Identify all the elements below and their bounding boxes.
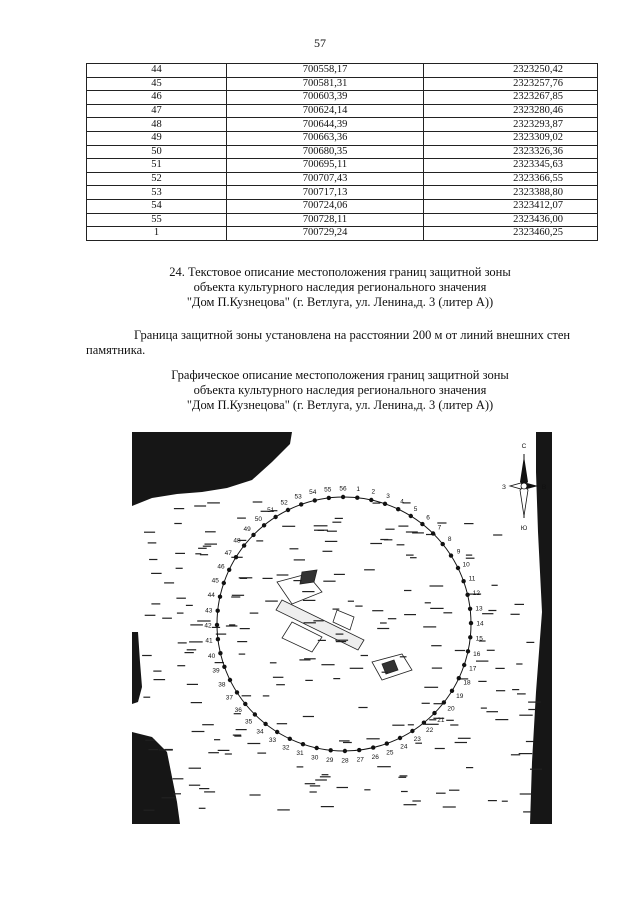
y-coordinate-cell: 2323293,87 xyxy=(424,118,598,132)
boundary-point-marker xyxy=(341,495,345,499)
point-number-cell: 47 xyxy=(87,104,227,118)
boundary-point-label: 35 xyxy=(244,718,253,726)
boundary-point-marker xyxy=(288,737,292,741)
boundary-point-label: 18 xyxy=(463,679,471,687)
boundary-point-marker xyxy=(286,508,290,512)
boundary-point-label: 25 xyxy=(386,749,394,757)
boundary-point-marker xyxy=(449,553,453,557)
boundary-point-label: 26 xyxy=(371,753,379,761)
boundary-point-marker xyxy=(251,533,255,537)
boundary-point-label: 19 xyxy=(456,693,464,700)
x-coordinate-cell: 700717,13 xyxy=(227,186,424,200)
table-row xyxy=(87,77,598,91)
boundary-point-label: 48 xyxy=(233,537,241,545)
y-coordinate-cell: 2323267,85 xyxy=(424,91,598,105)
protection-zone-paragraph xyxy=(86,328,600,358)
y-coordinate-cell: 2323257,76 xyxy=(424,77,598,91)
graphic-heading-line: "Дом П.Кузнецова" (г. Ветлуга, ул. Ленина,д. 3 (литер А)) xyxy=(186,398,494,412)
boundary-point-label: 3 xyxy=(386,492,390,500)
boundary-point-marker xyxy=(262,523,266,527)
boundary-point-label: 1 xyxy=(356,486,361,494)
boundary-point-label: 52 xyxy=(280,499,288,507)
boundary-point-marker xyxy=(327,496,331,500)
boundary-point-label: 5 xyxy=(413,505,418,513)
boundary-point-label: 10 xyxy=(462,561,470,569)
point-number-cell: 48 xyxy=(87,118,227,132)
boundary-point-label: 56 xyxy=(339,485,347,493)
compass-south-label: Ю xyxy=(520,525,528,532)
boundary-point-label: 36 xyxy=(234,707,242,715)
graphic-heading xyxy=(60,368,620,413)
boundary-point-label: 44 xyxy=(207,592,215,600)
x-coordinate-cell: 700624,14 xyxy=(227,104,424,118)
boundary-point-marker xyxy=(456,566,460,570)
boundary-point-marker xyxy=(235,690,239,694)
point-number-cell: 52 xyxy=(87,172,227,186)
boundary-point-marker xyxy=(222,581,226,585)
point-number-cell: 53 xyxy=(87,186,227,200)
boundary-point-label: 16 xyxy=(473,650,481,658)
boundary-point-marker xyxy=(432,711,436,715)
point-number-cell: 45 xyxy=(87,77,227,91)
boundary-point-label: 38 xyxy=(218,681,226,689)
x-coordinate-cell: 700695,11 xyxy=(227,159,424,173)
boundary-point-label: 49 xyxy=(243,526,251,534)
boundary-point-marker xyxy=(398,736,402,740)
boundary-point-marker xyxy=(420,522,424,526)
point-number-cell: 44 xyxy=(87,64,227,78)
table-row xyxy=(87,64,598,78)
y-coordinate-cell: 2323250,42 xyxy=(424,64,598,78)
table-row xyxy=(87,118,598,132)
boundary-point-marker xyxy=(263,722,267,726)
x-coordinate-cell: 700724,06 xyxy=(227,199,424,213)
boundary-point-label: 15 xyxy=(475,635,483,643)
boundary-point-label: 7 xyxy=(437,524,442,532)
building-footprint xyxy=(276,570,412,680)
boundary-point-marker xyxy=(215,623,219,627)
y-coordinate-cell: 2323366,55 xyxy=(424,172,598,186)
boundary-point-marker xyxy=(457,676,461,680)
boundary-point-marker xyxy=(222,665,226,669)
boundary-point-label: 22 xyxy=(425,727,434,735)
boundary-point-marker xyxy=(369,498,373,502)
point-number-cell: 55 xyxy=(87,213,227,227)
boundary-point-label: 6 xyxy=(426,514,430,522)
boundary-point-label: 27 xyxy=(356,756,364,764)
point-number-cell: 51 xyxy=(87,159,227,173)
paragraph-line: памятника. xyxy=(86,343,146,357)
boundary-point-marker xyxy=(273,515,277,519)
boundary-point-marker xyxy=(227,568,231,572)
boundary-point-label: 53 xyxy=(294,493,302,501)
boundary-point-marker xyxy=(329,748,333,752)
paragraph-line: Граница защитной зоны установлена на расстоянии 200 м от линий внешних стен xyxy=(134,328,571,342)
boundary-point-label: 43 xyxy=(205,607,213,615)
y-coordinate-cell: 2323436,00 xyxy=(424,213,598,227)
x-coordinate-cell: 700603,39 xyxy=(227,91,424,105)
boundary-point-marker xyxy=(383,502,387,506)
boundary-point-marker xyxy=(409,514,413,518)
y-coordinate-cell: 2323412,07 xyxy=(424,199,598,213)
boundary-point-label: 24 xyxy=(400,743,408,751)
table-row xyxy=(87,172,598,186)
boundary-point-marker xyxy=(410,729,414,733)
section-heading xyxy=(60,265,620,310)
boundary-point-marker xyxy=(218,651,222,655)
boundary-point-marker xyxy=(313,498,317,502)
point-number-cell: 1 xyxy=(87,227,227,241)
table-row xyxy=(87,104,598,118)
boundary-point-marker xyxy=(371,745,375,749)
boundary-point-marker xyxy=(357,748,361,752)
boundary-point-label: 55 xyxy=(324,486,332,494)
y-coordinate-cell: 2323326,36 xyxy=(424,145,598,159)
x-coordinate-cell: 700728,11 xyxy=(227,213,424,227)
y-coordinate-cell: 2323460,25 xyxy=(424,227,598,241)
y-coordinate-cell: 2323280,46 xyxy=(424,104,598,118)
boundary-point-label: 12 xyxy=(472,590,481,598)
table-row xyxy=(87,159,598,173)
table-row xyxy=(87,186,598,200)
boundary-point-label: 8 xyxy=(447,535,452,543)
boundary-point-label: 42 xyxy=(204,622,212,630)
graphic-heading-line: объекта культурного наследия регионального значения xyxy=(193,383,487,397)
boundary-point-label: 46 xyxy=(217,563,225,571)
boundary-point-marker xyxy=(468,635,472,639)
boundary-point-label: 14 xyxy=(476,620,484,628)
y-coordinate-cell: 2323345,63 xyxy=(424,159,598,173)
boundary-point-marker xyxy=(228,678,232,682)
boundary-point-label: 20 xyxy=(447,705,455,713)
x-coordinate-cell: 700644,39 xyxy=(227,118,424,132)
section-heading-line: объекта культурного наследия регионального значения xyxy=(193,280,487,294)
boundary-point-label: 33 xyxy=(268,737,277,745)
boundary-point-marker xyxy=(431,531,435,535)
boundary-point-marker xyxy=(301,742,305,746)
boundary-point-label: 28 xyxy=(341,757,349,765)
boundary-point-label: 29 xyxy=(326,756,334,764)
dark-area-bottom-left xyxy=(132,732,180,824)
boundary-point-label: 54 xyxy=(309,489,317,497)
boundary-point-marker xyxy=(465,593,469,597)
boundary-point-marker xyxy=(299,502,303,506)
boundary-point-label: 23 xyxy=(413,736,421,744)
table-row xyxy=(87,91,598,105)
boundary-point-label: 21 xyxy=(437,716,445,724)
boundary-point-label: 47 xyxy=(224,550,232,557)
boundary-point-marker xyxy=(234,555,238,559)
boundary-point-marker xyxy=(218,595,222,599)
boundary-points xyxy=(204,486,484,765)
zone-map xyxy=(132,432,552,824)
x-coordinate-cell: 700581,31 xyxy=(227,77,424,91)
boundary-point-marker xyxy=(242,543,246,547)
boundary-point-marker xyxy=(450,689,454,693)
point-number-cell: 46 xyxy=(87,91,227,105)
table-row xyxy=(87,213,598,227)
boundary-point-label: 39 xyxy=(212,667,220,675)
boundary-point-label: 40 xyxy=(207,652,216,660)
boundary-point-label: 32 xyxy=(282,744,290,752)
table-row xyxy=(87,199,598,213)
zone-map-svg xyxy=(132,432,552,824)
boundary-point-label: 50 xyxy=(254,515,263,523)
boundary-point-marker xyxy=(442,700,446,704)
boundary-point-marker xyxy=(385,741,389,745)
boundary-point-marker xyxy=(462,663,466,667)
boundary-point-marker xyxy=(355,496,359,500)
section-heading-line: "Дом П.Кузнецова" (г. Ветлуга, ул. Ленина,д. 3 (литер А)) xyxy=(186,295,494,309)
point-number-cell: 50 xyxy=(87,145,227,159)
point-number-cell: 49 xyxy=(87,131,227,145)
x-coordinate-cell: 700707,43 xyxy=(227,172,424,186)
boundary-point-label: 41 xyxy=(205,637,213,645)
boundary-point-marker xyxy=(469,621,473,625)
dark-area-left xyxy=(132,632,142,704)
x-coordinate-cell: 700729,24 xyxy=(227,227,424,241)
boundary-point-label: 34 xyxy=(256,728,264,736)
compass-north-label: С xyxy=(521,443,527,450)
boundary-point-label: 9 xyxy=(456,548,461,556)
compass-east-label: В xyxy=(541,484,547,491)
boundary-point-label: 13 xyxy=(475,605,483,613)
boundary-point-label: 31 xyxy=(296,750,304,758)
x-coordinate-cell: 700680,35 xyxy=(227,145,424,159)
boundary-point-marker xyxy=(468,607,472,611)
table-row xyxy=(87,227,598,241)
boundary-point-label: 17 xyxy=(469,665,477,673)
boundary-point-label: 45 xyxy=(211,577,219,585)
boundary-point-label: 37 xyxy=(225,694,234,702)
boundary-point-marker xyxy=(441,542,445,546)
coordinates-table xyxy=(86,63,598,241)
boundary-point-marker xyxy=(216,637,220,641)
boundary-point-label: 30 xyxy=(311,754,319,762)
y-coordinate-cell: 2323388,80 xyxy=(424,186,598,200)
x-coordinate-cell: 700558,17 xyxy=(227,64,424,78)
x-coordinate-cell: 700663,36 xyxy=(227,131,424,145)
y-coordinate-cell: 2323309,02 xyxy=(424,131,598,145)
boundary-point-label: 4 xyxy=(400,498,404,506)
boundary-point-marker xyxy=(466,649,470,653)
boundary-point-marker xyxy=(243,702,247,706)
boundary-point-marker xyxy=(253,712,257,716)
map-hatching xyxy=(142,502,542,812)
table-row xyxy=(87,131,598,145)
boundary-point-label: 2 xyxy=(371,488,376,496)
boundary-point-marker xyxy=(216,609,220,613)
table-row xyxy=(87,145,598,159)
dark-area-top-left xyxy=(132,432,292,506)
boundary-point-marker xyxy=(461,579,465,583)
page-number: 57 xyxy=(314,36,326,50)
graphic-heading-line: Графическое описание местоположения границ защитной зоны xyxy=(171,368,509,382)
point-number-cell: 54 xyxy=(87,199,227,213)
compass-west-label: З xyxy=(502,484,506,491)
boundary-point-label: 51 xyxy=(267,506,275,514)
section-heading-line: 24. Текстовое описание местоположения границ защитной зоны xyxy=(169,265,511,279)
boundary-point-marker xyxy=(396,507,400,511)
boundary-point-marker xyxy=(315,746,319,750)
boundary-point-label: 11 xyxy=(468,575,476,583)
boundary-point-marker xyxy=(275,730,279,734)
boundary-point-marker xyxy=(422,721,426,725)
boundary-point-marker xyxy=(343,749,347,753)
